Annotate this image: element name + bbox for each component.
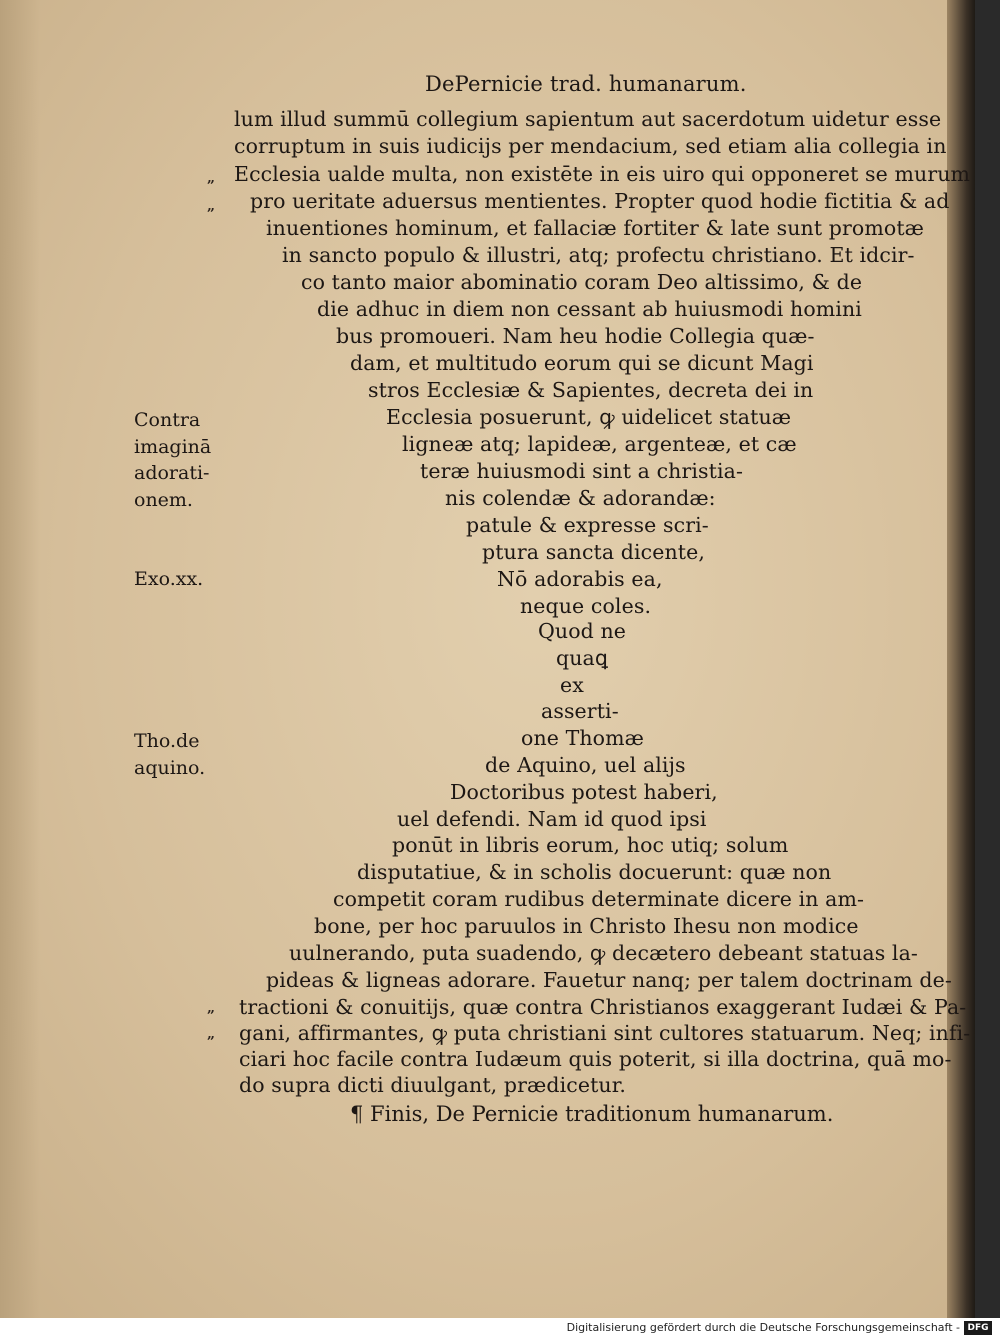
running-head: DePernicie trad. humanarum. xyxy=(425,72,747,96)
text-line: dam, et multitudo eorum qui se dicunt Magi xyxy=(350,351,814,375)
page-left-edge xyxy=(0,0,40,1318)
text-line: competit coram rudibus determinate dicere in am- xyxy=(333,887,865,911)
text-line: Nō adorabis ea, xyxy=(497,567,663,591)
text-line: inuentiones hominum, et fallaciæ fortiter & late sunt promotæ xyxy=(266,216,925,240)
text-line: uel defendi. Nam id quod ipsi xyxy=(397,807,707,831)
margin-note: Exo.xx. xyxy=(134,568,204,590)
text-line: Quod ne xyxy=(538,619,627,643)
text-line: de Aquino, uel alijs xyxy=(485,753,686,777)
text-line: one Thomæ xyxy=(521,726,645,750)
text-line: pro ueritate aduersus mentientes. Propter quod hodie fictitia & ad xyxy=(250,189,950,213)
quote-mark: „ xyxy=(207,198,216,214)
text-line: ptura sancta dicente, xyxy=(482,540,705,564)
text-line: patule & expresse scri- xyxy=(466,513,709,537)
digitization-footer xyxy=(0,1318,1000,1339)
text-line: corruptum in suis iudicijs per mendacium, sed etiam alia collegia in xyxy=(234,134,947,158)
dfg-logo: DFG xyxy=(964,1321,992,1335)
text-line: stros Ecclesiæ & Sapientes, decreta dei in xyxy=(368,378,814,402)
text-line: neque coles. xyxy=(520,594,652,618)
text-line: ciari hoc facile contra Iudæum quis poterit, si illa doctrina, quā mo- xyxy=(239,1047,952,1071)
margin-note: imaginā xyxy=(134,436,212,458)
text-line: pideas & ligneas adorare. Fauetur nanq; per talem doctrinam de- xyxy=(266,968,952,992)
quote-mark: „ xyxy=(207,1026,216,1042)
text-line: teræ huiusmodi sint a christia- xyxy=(420,459,743,483)
text-line: Ecclesia posuerunt, ꝙ uidelicet statuæ xyxy=(386,405,792,429)
text-line: asserti- xyxy=(541,699,619,723)
margin-note: aquino. xyxy=(134,757,206,779)
text-line: ligneæ atq; lapideæ, argenteæ, et cæ xyxy=(402,432,797,456)
text-line: disputatiue, & in scholis docuerunt: quæ non xyxy=(357,860,832,884)
text-line: do supra dicti diuulgant, prædicetur. xyxy=(239,1073,626,1097)
text-line: ponūt in libris eorum, hoc utiq; solum xyxy=(392,833,789,857)
text-line: bus promoueri. Nam heu hodie Collegia quæ- xyxy=(336,324,815,348)
finis-line: ¶ Finis, De Pernicie traditionum humanarum. xyxy=(350,1102,834,1126)
margin-note: Contra xyxy=(134,409,201,431)
margin-note: onem. xyxy=(134,489,193,511)
text-line: in sancto populo & illustri, atq; profectu christiano. Et idcir- xyxy=(282,243,915,267)
text-line: nis colendæ & adorandæ: xyxy=(445,486,716,510)
quote-mark: „ xyxy=(207,170,216,186)
text-line: co tanto maior abominatio coram Deo altissimo, & de xyxy=(301,270,863,294)
text-line: Doctoribus potest haberi, xyxy=(450,780,718,804)
text-line: quaꝗ xyxy=(556,646,608,670)
text-line: uulnerando, puta suadendo, ꝙ decætero debeant statuas la- xyxy=(289,941,918,965)
text-line: Ecclesia ualde multa, non existēte in eis uiro qui opponeret se murum xyxy=(234,162,971,186)
quote-mark: „ xyxy=(207,1000,216,1016)
text-line: lum illud summū collegium sapientum aut sacerdotum uidetur esse xyxy=(234,107,942,131)
text-line: tractioni & conuitijs, quæ contra Christianos exaggerant Iudæi & Pa- xyxy=(239,995,967,1019)
footer-text: Digitalisierung gefördert durch die Deutsche Forschungsgemeinschaft - xyxy=(566,1321,960,1334)
text-line: ex xyxy=(560,673,584,697)
text-line: bone, per hoc paruulos in Christo Ihesu non modice xyxy=(314,914,859,938)
margin-note: Tho.de xyxy=(134,730,200,752)
margin-note: adorati- xyxy=(134,462,210,484)
text-line: gani, affirmantes, ꝙ puta christiani sint cultores statuarum. Neq; infi- xyxy=(239,1021,971,1045)
page-gutter xyxy=(947,0,975,1318)
text-line: die adhuc in diem non cessant ab huiusmodi homini xyxy=(317,297,862,321)
